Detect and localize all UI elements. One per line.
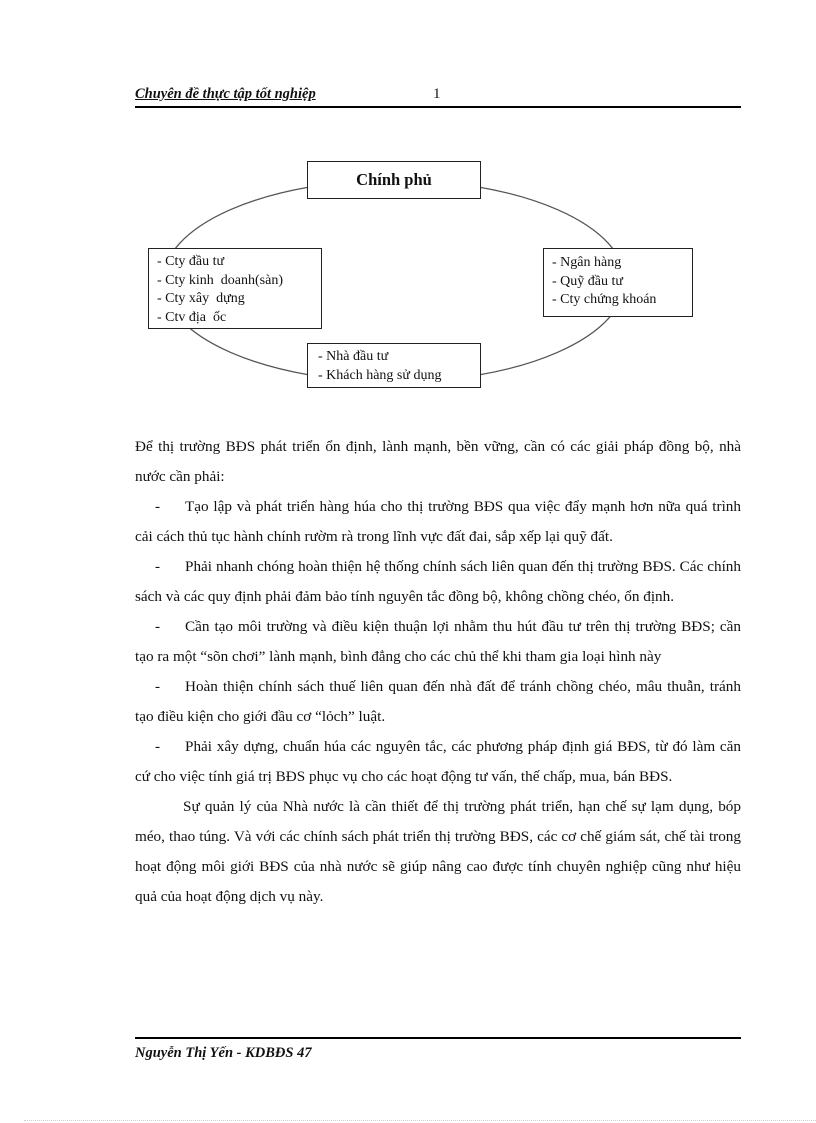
bullet-text: Phải xây dựng, chuẩn húa các nguyên tắc, các phương pháp định giá BĐS, từ đó làm căn cứ cho việc tính giá trị BĐS phục vụ cho các hoạt động tư vấn, thế chấp, mua, bán BĐS. (135, 738, 741, 785)
bullet-paragraph (135, 612, 741, 672)
diagram-bottom-box (307, 343, 481, 388)
body-text (135, 432, 741, 912)
bullet-paragraph (135, 492, 741, 552)
bullet-text: Hoàn thiện chính sách thuế liên quan đến nhà đất để tránh chồng chéo, mâu thuẫn, tránh tạo điều kiện cho giới đầu cơ “lỏch” luật. (135, 678, 741, 725)
bullet-dash: - (155, 618, 161, 635)
page-footer (135, 1037, 741, 1062)
bullet-text: Cần tạo môi trường và điều kiện thuận lợi nhằm thu hút đầu tư trên thị trường BĐS; cần tạo ra một “sõn chơi” lành mạnh, bình đẳng cho các chủ thể khi tham gia loại hình này (135, 618, 741, 665)
bullet-dash: - (155, 738, 161, 755)
conclusion-paragraph: Sự quản lý của Nhà nước là cần thiết để thị trường phát triển, hạn chế sự lạm dụng, bóp méo, thao túng. Và với các chính sách phát triển thị trường BĐS, các cơ chế giám sát, chế tài trong hoạt động môi giới BĐS của nhà nước sẽ giúp nâng cao được tính chuyên nghiệp cũng như hiệu quả của hoạt động dịch vụ này. (135, 798, 741, 905)
diagram-left-item: - Cty xây dựng (157, 291, 245, 306)
page-bottom-edge (24, 1120, 816, 1121)
intro-paragraph: Để thị trường BĐS phát triển ổn định, lành mạnh, bền vững, cần có các giải pháp đồng bộ, nhà nước cần phải: (135, 438, 741, 485)
diagram-left-item: - Ctv địa ốc (157, 309, 227, 325)
header-title: Chuyên đề thực tập tốt nghiệp (135, 86, 316, 102)
diagram-left-item: - Cty đầu tư (157, 254, 225, 269)
diagram-left-box (148, 248, 322, 329)
diagram-bottom-item: - Nhà đầu tư (318, 349, 389, 364)
bullet-dash: - (155, 678, 161, 695)
footer-author: Nguyễn Thị Yến - KDBĐS 47 (135, 1045, 312, 1061)
bullet-paragraph (135, 732, 741, 792)
bullet-paragraph (135, 552, 741, 612)
diagram-bottom-item: - Khách hàng sử dụng (318, 367, 442, 383)
bullet-dash: - (155, 558, 161, 575)
diagram-right-item: - Cty chứng khoán (552, 292, 657, 307)
bullet-paragraph (135, 672, 741, 732)
bullet-text: Phải nhanh chóng hoàn thiện hệ thống chính sách liên quan đến thị trường BĐS. Các chính sách và các quy định phải đảm bảo tính nguyên tắc đồng bộ, không chồng chéo, ổn định. (135, 558, 741, 605)
bullet-dash: - (155, 498, 161, 515)
diagram-left-item: - Cty kinh doanh(sàn) (157, 272, 283, 288)
bullet-text: Tạo lập và phát triển hàng húa cho thị trường BĐS qua việc đẩy mạnh hơn nữa quá trình cải cách thủ tục hành chính rườm rà trong lĩnh vực đất đai, sắp xếp lại quỹ đất. (135, 498, 741, 545)
diagram-government-label: Chính phủ (356, 170, 432, 189)
diagram-right-box (543, 248, 693, 317)
diagram-right-item: - Quỹ đầu tư (552, 273, 623, 289)
page-number: 1 (433, 86, 441, 102)
diagram-government-box (307, 161, 481, 199)
diagram-right-item: - Ngân hàng (552, 255, 622, 270)
